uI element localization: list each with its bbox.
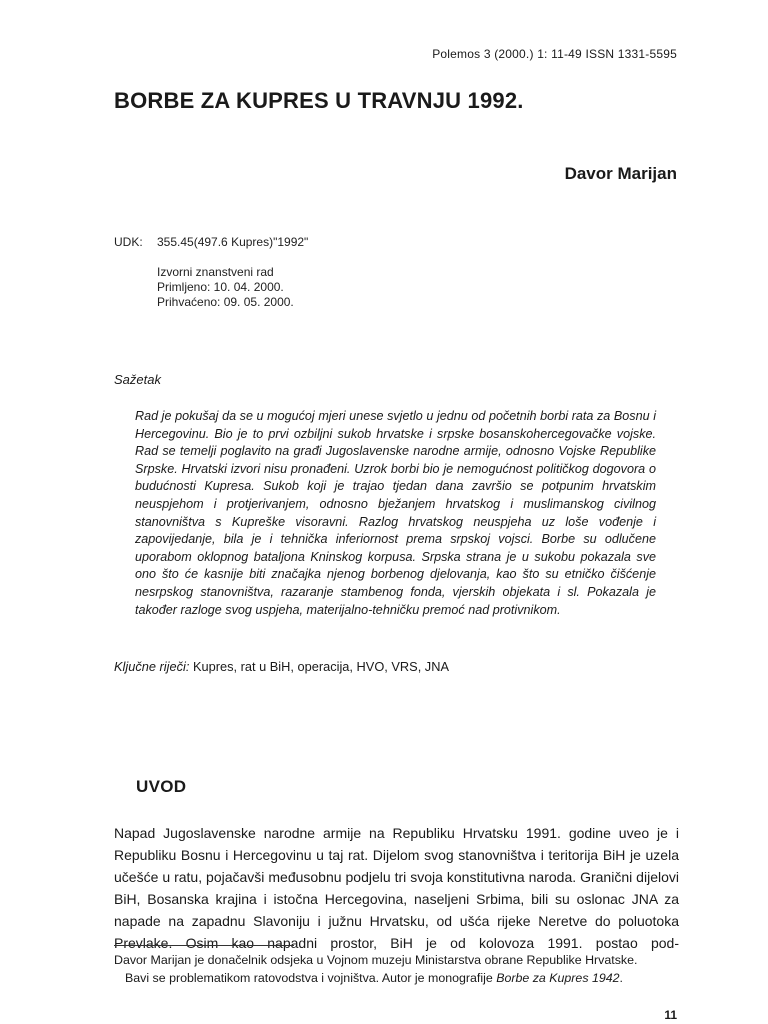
abstract-text: Rad je pokušaj da se u mogućoj mjeri unese svjetlo u jednu od početnih borbi rata za Bosnu i Hercegovinu. Bio je to prvi ozbiljni sukob hrvatske i srpske bosanskohercegovačke vojske. Rad se temelji poglavito na građi Jugoslavenske narodne armije, odnosno Vojske Republike Srpske. Hrvatski izvori nisu pronađeni. Uzrok borbi bio je nemogućnost političkog dogovora o budućnosti Kupresa. Sukob koji je trajao tjedan dana završio se potpunim hrvatskim neuspjehom i protjerivanjem, odnosno bježanjem hrvatskog i muslimanskog civilnog stanovništva s Kupreške visoravni. Razlog hrvatskog neuspjeha uz loše vođenje i zapovijedanje, bila je i tehnička inferiornost prema srpskoj vojsci. Borbe su odlučene uporabom oklopnog bataljona Kninskog korpusa. Srpska strana je u sukobu pokazala sve ono što će kasnije biti značajka njenog borbenog djelovanja, kao što su etničko čišćenje nesrpskog stanovništva, razaranje stambenog fonda, vjerskih objekata i sl. Pokazala je također razloge svog uspjeha, materijalno-tehničku premoć nad protivnikom.: [135, 409, 656, 617]
footnote: [114, 952, 679, 987]
author-name: Davor Marijan: [564, 164, 677, 183]
section-heading: UVOD: [136, 777, 187, 796]
footnote-line: [114, 970, 679, 988]
article-title: BORBE ZA KUPRES U TRAVNJU 1992.: [114, 88, 524, 113]
keywords-label: Ključne riječi:: [114, 659, 190, 674]
footnote-line: Davor Marijan je donačelnik odsjeka u Vojnom muzeju Ministarstva obrane Republike Hrvatske.: [114, 953, 638, 967]
received-date: Primljeno: 10. 04. 2000.: [157, 280, 284, 294]
keywords-value: Kupres, rat u BiH, operacija, HVO, VRS, JNA: [189, 659, 449, 674]
body-paragraph: Napad Jugoslavenske narodne armije na Republiku Hrvatsku 1991. godine uveo je i Republiku Bosnu i Hercegovinu u taj rat. Dijelom svog stanovništva i teritorija BiH je uzela učešće u ratu, pojačavši međusobnu podjelu tri svoja konstitutivna naroda. Granični dijelovi BiH, Bosanska krajina i istočna Hercegovina, naseljeni Srbima, bili su oslonac JNA za napade na zapadnu Slavoniju i južnu Hrvatsku, od ušća rijeke Neretve do poluotoka Prevlake. Osim kao napadni prostor, BiH je od kolovoza 1991. postao pod-: [114, 825, 679, 951]
footnote-rule: [114, 945, 294, 946]
footnote-text: .: [619, 970, 623, 985]
footnote-book-title: Borbe za Kupres 1942: [496, 970, 620, 985]
keywords: [114, 659, 449, 674]
udk-value: 355.45(497.6 Kupres)"1992": [157, 235, 309, 249]
article-metadata: [157, 265, 294, 310]
footnote-text: Bavi se problematikom ratovodstva i vojništva. Autor je monografije: [125, 970, 497, 985]
accepted-date: Prihvaćeno: 09. 05. 2000.: [157, 295, 294, 309]
page-number: 11: [664, 1008, 677, 1022]
abstract-label: Sažetak: [114, 372, 161, 387]
running-head: Polemos 3 (2000.) 1: 11-49 ISSN 1331-5595: [432, 47, 677, 61]
article-type: Izvorni znanstveni rad: [157, 265, 274, 279]
udk-label: UDK:: [114, 235, 143, 249]
